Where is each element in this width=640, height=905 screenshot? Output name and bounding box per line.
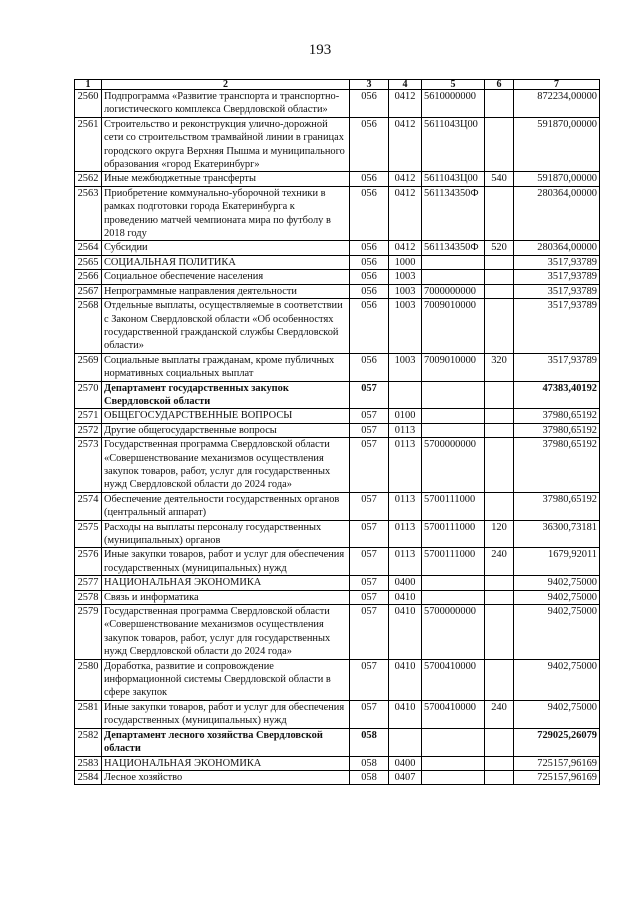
row-section-code: 0410 [389, 700, 422, 728]
row-target-code: 561134350Ф [422, 241, 485, 255]
table-row [75, 381, 600, 409]
row-admin-code: 058 [350, 756, 389, 770]
row-expense-type [485, 255, 514, 269]
row-target-code: 5611043Ц00 [422, 172, 485, 186]
row-name: Подпрограмма «Развитие транспорта и транспортно-логистического комплекса Свердловской области» [102, 90, 350, 118]
row-name: НАЦИОНАЛЬНАЯ ЭКОНОМИКА [102, 756, 350, 770]
row-admin-code: 057 [350, 520, 389, 548]
table-row [75, 492, 600, 520]
row-section-code: 0410 [389, 605, 422, 660]
row-expense-type: 540 [485, 172, 514, 186]
row-section-code: 0412 [389, 186, 422, 241]
table-row [75, 423, 600, 437]
row-amount: 9402,75000 [514, 605, 600, 660]
row-expense-type [485, 299, 514, 354]
row-admin-code: 056 [350, 186, 389, 241]
row-amount: 872234,00000 [514, 90, 600, 118]
row-admin-code: 056 [350, 284, 389, 298]
row-target-code: 5700111000 [422, 548, 485, 576]
row-number: 2574 [75, 492, 102, 520]
row-number: 2565 [75, 255, 102, 269]
row-admin-code: 057 [350, 659, 389, 700]
row-target-code [422, 728, 485, 756]
row-admin-code: 057 [350, 605, 389, 660]
row-amount: 725157,96169 [514, 756, 600, 770]
row-number: 2564 [75, 241, 102, 255]
row-number: 2571 [75, 409, 102, 423]
row-number: 2579 [75, 605, 102, 660]
row-target-code: 5700111000 [422, 520, 485, 548]
row-expense-type [485, 576, 514, 590]
row-admin-code: 056 [350, 90, 389, 118]
row-name: Государственная программа Свердловской области «Совершенствование механизмов осуществления закупок товаров, работ, услуг для государственных нужд Свердловской области до 2024 года» [102, 438, 350, 493]
row-target-code: 5611043Ц00 [422, 117, 485, 172]
row-amount: 37980,65192 [514, 423, 600, 437]
row-admin-code: 056 [350, 255, 389, 269]
row-section-code: 0412 [389, 117, 422, 172]
row-target-code: 561134350Ф [422, 186, 485, 241]
row-admin-code: 056 [350, 117, 389, 172]
row-expense-type [485, 117, 514, 172]
table-row [75, 172, 600, 186]
row-target-code [422, 255, 485, 269]
row-amount: 591870,00000 [514, 172, 600, 186]
row-number: 2563 [75, 186, 102, 241]
row-section-code [389, 381, 422, 409]
column-header: 3 [350, 80, 389, 90]
table-row [75, 770, 600, 784]
row-name: Обеспечение деятельности государственных органов (центральный аппарат) [102, 492, 350, 520]
table-row [75, 605, 600, 660]
row-amount: 280364,00000 [514, 186, 600, 241]
row-admin-code: 056 [350, 270, 389, 284]
row-target-code: 5700000000 [422, 605, 485, 660]
row-target-code: 7000000000 [422, 284, 485, 298]
row-name: Социальные выплаты гражданам, кроме публичных нормативных социальных выплат [102, 353, 350, 381]
row-admin-code: 057 [350, 548, 389, 576]
row-number: 2569 [75, 353, 102, 381]
row-name: Иные межбюджетные трансферты [102, 172, 350, 186]
row-target-code: 7009010000 [422, 353, 485, 381]
table-row [75, 438, 600, 493]
row-section-code: 0410 [389, 590, 422, 604]
row-name: Другие общегосударственные вопросы [102, 423, 350, 437]
row-name: СОЦИАЛЬНАЯ ПОЛИТИКА [102, 255, 350, 269]
row-number: 2570 [75, 381, 102, 409]
row-expense-type [485, 90, 514, 118]
row-expense-type [485, 770, 514, 784]
table-row [75, 590, 600, 604]
row-amount: 9402,75000 [514, 700, 600, 728]
row-amount: 9402,75000 [514, 659, 600, 700]
row-expense-type [485, 381, 514, 409]
row-expense-type [485, 659, 514, 700]
row-expense-type [485, 284, 514, 298]
table-row [75, 284, 600, 298]
table-row [75, 576, 600, 590]
row-name: Департамент государственных закупок Свердловской области [102, 381, 350, 409]
column-header: 2 [102, 80, 350, 90]
row-number: 2583 [75, 756, 102, 770]
table-row [75, 659, 600, 700]
column-header: 6 [485, 80, 514, 90]
row-amount: 36300,73181 [514, 520, 600, 548]
row-target-code: 5610000000 [422, 90, 485, 118]
row-section-code: 0100 [389, 409, 422, 423]
row-expense-type: 520 [485, 241, 514, 255]
row-amount: 9402,75000 [514, 590, 600, 604]
row-target-code [422, 409, 485, 423]
table-row [75, 299, 600, 354]
row-number: 2572 [75, 423, 102, 437]
table-row [75, 409, 600, 423]
row-target-code [422, 576, 485, 590]
row-target-code [422, 423, 485, 437]
row-amount: 9402,75000 [514, 576, 600, 590]
row-name: Государственная программа Свердловской области «Совершенствование механизмов осуществления закупок товаров, работ, услуг для государственных нужд Свердловской области до 2024 года» [102, 605, 350, 660]
row-section-code: 0400 [389, 756, 422, 770]
row-name: Связь и информатика [102, 590, 350, 604]
row-target-code [422, 270, 485, 284]
column-header: 7 [514, 80, 600, 90]
row-number: 2568 [75, 299, 102, 354]
row-amount: 47383,40192 [514, 381, 600, 409]
row-expense-type [485, 186, 514, 241]
row-expense-type [485, 270, 514, 284]
row-amount: 729025,26079 [514, 728, 600, 756]
column-header: 1 [75, 80, 102, 90]
row-expense-type: 240 [485, 548, 514, 576]
row-amount: 280364,00000 [514, 241, 600, 255]
row-target-code: 5700111000 [422, 492, 485, 520]
table-row [75, 270, 600, 284]
row-name: Субсидии [102, 241, 350, 255]
row-number: 2577 [75, 576, 102, 590]
row-amount: 37980,65192 [514, 409, 600, 423]
row-admin-code: 056 [350, 353, 389, 381]
row-number: 2580 [75, 659, 102, 700]
row-section-code: 0412 [389, 172, 422, 186]
row-name: Доработка, развитие и сопровождение информационной системы Свердловской области в сфере закупок [102, 659, 350, 700]
row-name: Иные закупки товаров, работ и услуг для обеспечения государственных (муниципальных) нужд [102, 700, 350, 728]
row-admin-code: 058 [350, 770, 389, 784]
row-name: Приобретение коммунально-уборочной техники в рамках подготовки города Екатеринбурга к проведению матчей чемпионата мира по футболу в 2018 году [102, 186, 350, 241]
table-row [75, 520, 600, 548]
row-number: 2566 [75, 270, 102, 284]
row-section-code: 1003 [389, 270, 422, 284]
table-row [75, 756, 600, 770]
row-expense-type [485, 409, 514, 423]
row-amount: 3517,93789 [514, 299, 600, 354]
row-section-code: 0113 [389, 438, 422, 493]
row-amount: 37980,65192 [514, 438, 600, 493]
row-number: 2575 [75, 520, 102, 548]
table-row [75, 241, 600, 255]
row-expense-type [485, 438, 514, 493]
row-admin-code: 057 [350, 381, 389, 409]
table-row [75, 728, 600, 756]
row-section-code: 1003 [389, 284, 422, 298]
row-expense-type [485, 492, 514, 520]
row-admin-code: 057 [350, 423, 389, 437]
row-target-code: 7009010000 [422, 299, 485, 354]
row-section-code: 0410 [389, 659, 422, 700]
row-section-code: 1003 [389, 353, 422, 381]
row-section-code: 0113 [389, 548, 422, 576]
row-section-code: 1000 [389, 255, 422, 269]
row-admin-code: 057 [350, 438, 389, 493]
table-row [75, 353, 600, 381]
row-target-code: 5700410000 [422, 659, 485, 700]
header-row [75, 80, 600, 90]
row-name: Строительство и реконструкция улично-дорожной сети со строительством трамвайной линии в границах городского округа Верхняя Пышма и муниципального образования «город Екатеринбург» [102, 117, 350, 172]
table-row [75, 90, 600, 118]
row-expense-type [485, 605, 514, 660]
row-target-code [422, 590, 485, 604]
row-section-code: 0412 [389, 241, 422, 255]
row-expense-type [485, 590, 514, 604]
row-name: Непрограммные направления деятельности [102, 284, 350, 298]
row-name: Социальное обеспечение населения [102, 270, 350, 284]
row-amount: 37980,65192 [514, 492, 600, 520]
row-number: 2573 [75, 438, 102, 493]
row-target-code: 5700410000 [422, 700, 485, 728]
row-section-code: 0113 [389, 492, 422, 520]
row-name: ОБЩЕГОСУДАРСТВЕННЫЕ ВОПРОСЫ [102, 409, 350, 423]
row-section-code [389, 728, 422, 756]
row-admin-code: 056 [350, 172, 389, 186]
budget-table [74, 79, 600, 785]
row-target-code [422, 756, 485, 770]
table-row [75, 186, 600, 241]
table-row [75, 548, 600, 576]
row-section-code: 0113 [389, 520, 422, 548]
row-admin-code: 057 [350, 700, 389, 728]
row-expense-type [485, 728, 514, 756]
row-admin-code: 057 [350, 590, 389, 604]
row-expense-type [485, 423, 514, 437]
table-row [75, 117, 600, 172]
row-number: 2567 [75, 284, 102, 298]
row-number: 2561 [75, 117, 102, 172]
row-number: 2560 [75, 90, 102, 118]
row-number: 2576 [75, 548, 102, 576]
row-amount: 3517,93789 [514, 255, 600, 269]
row-amount: 725157,96169 [514, 770, 600, 784]
row-number: 2581 [75, 700, 102, 728]
row-name: Лесное хозяйство [102, 770, 350, 784]
column-header: 4 [389, 80, 422, 90]
table-row [75, 700, 600, 728]
row-target-code [422, 770, 485, 784]
row-target-code [422, 381, 485, 409]
row-admin-code: 058 [350, 728, 389, 756]
row-name: НАЦИОНАЛЬНАЯ ЭКОНОМИКА [102, 576, 350, 590]
row-amount: 3517,93789 [514, 353, 600, 381]
row-number: 2562 [75, 172, 102, 186]
row-section-code: 0407 [389, 770, 422, 784]
row-admin-code: 056 [350, 241, 389, 255]
row-name: Иные закупки товаров, работ и услуг для обеспечения государственных (муниципальных) нужд [102, 548, 350, 576]
row-number: 2584 [75, 770, 102, 784]
row-section-code: 0400 [389, 576, 422, 590]
row-number: 2578 [75, 590, 102, 604]
row-expense-type: 120 [485, 520, 514, 548]
row-admin-code: 056 [350, 299, 389, 354]
row-amount: 591870,00000 [514, 117, 600, 172]
row-amount: 1679,92011 [514, 548, 600, 576]
row-amount: 3517,93789 [514, 270, 600, 284]
row-name: Расходы на выплаты персоналу государственных (муниципальных) органов [102, 520, 350, 548]
row-expense-type [485, 756, 514, 770]
row-name: Департамент лесного хозяйства Свердловской области [102, 728, 350, 756]
row-admin-code: 057 [350, 576, 389, 590]
row-expense-type: 320 [485, 353, 514, 381]
row-amount: 3517,93789 [514, 284, 600, 298]
row-target-code: 5700000000 [422, 438, 485, 493]
row-name: Отдельные выплаты, осуществляемые в соответствии с Законом Свердловской области «Об особенностях государственной гражданской службы Свердловской области» [102, 299, 350, 354]
row-section-code: 0113 [389, 423, 422, 437]
column-header: 5 [422, 80, 485, 90]
row-expense-type: 240 [485, 700, 514, 728]
row-section-code: 0412 [389, 90, 422, 118]
row-number: 2582 [75, 728, 102, 756]
page-number: 193 [308, 42, 332, 58]
row-admin-code: 057 [350, 492, 389, 520]
table-row [75, 255, 600, 269]
row-admin-code: 057 [350, 409, 389, 423]
row-section-code: 1003 [389, 299, 422, 354]
